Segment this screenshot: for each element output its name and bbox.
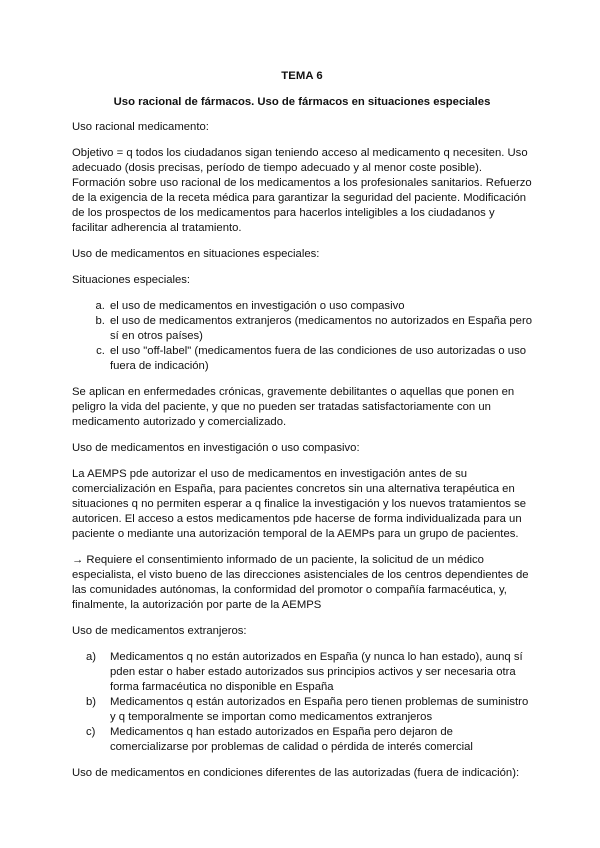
document-subtitle: Uso racional de fármacos. Uso de fármacos en situaciones especiales (113, 96, 491, 108)
list-item: c. el uso "off-label" (medicamentos fuera de las condiciones de uso autorizadas o uso fuera de indicación) (108, 344, 532, 374)
list-item: Medicamentos q no están autorizados en España (y nunca lo han estado), aunq sí pden estar o haber estado autorizados sus principios activos y ser necesaria otra forma farmacéutica no disponible en España (110, 651, 523, 693)
list-item: a. el uso de medicamentos en investigación o uso compasivo (108, 299, 532, 314)
list-item: Medicamentos q están autorizados en España pero tienen problemas de suministro y q temporalmente se importan como medicamentos extranjeros (110, 696, 529, 723)
document-title: TEMA 6 (281, 70, 323, 82)
extranjeros-list (72, 650, 532, 755)
paragraph-requiere: → Requiere el consentimiento informado de un paciente, la solicitud de un médico especialista, el visto bueno de las direcciones asistenciales de los centros dependientes de las comunidades autónomas, la conformidad del promotor o compañía farmacéutica, y, finalmente, la autorización por parte de la AEMPS (72, 554, 529, 611)
heading-uso-racional: Uso racional medicamento: (72, 121, 209, 133)
situaciones-list (72, 299, 532, 374)
heading-situaciones-lista: Situaciones especiales: (72, 274, 191, 286)
heading-extranjeros: Uso de medicamentos extranjeros: (72, 625, 247, 637)
paragraph-aplican: Se aplican en enfermedades crónicas, gravemente debilitantes o aquellas que ponen en peligro la vida del paciente, y que no pueden ser tratadas satisfactoriamente con un medicamento autorizado y comercializado. (72, 386, 515, 428)
heading-investigacion: Uso de medicamentos en investigación o uso compasivo: (72, 442, 360, 454)
heading-fuera-indicacion: Uso de medicamentos en condiciones diferentes de las autorizadas (fuera de indicación): (72, 767, 520, 779)
list-item: b. el uso de medicamentos extranjeros (medicamentos no autorizados en España pero sí en otros países) (108, 314, 532, 344)
paragraph-objetivo: Objetivo = q todos los ciudadanos sigan teniendo acceso al medicamento q necesiten. Uso adecuado (dosis precisas, período de tiempo adecuado y al menor coste posible). Formación sobre uso racional de los medicamentos a los profesionales sanitarios. Refuerzo de la exigencia de la receta médica para garantizar la seguridad del paciente. Modificación de los prospectos de los medicamentos para hacerlos inteligibles a los ciudadanos y facilitar adherencia al tratamiento. (72, 147, 532, 234)
list-item: Medicamentos q han estado autorizados en España pero dejaron de comercializarse por problemas de calidad o pérdida de interés comercial (110, 726, 473, 753)
heading-situaciones-especiales: Uso de medicamentos en situaciones especiales: (72, 248, 320, 260)
paragraph-aemps: La AEMPS pde autorizar el uso de medicamentos en investigación antes de su comercialización en España, para pacientes concretos sin una alternativa terapéutica en situaciones q no permiten esperar a q finalice la investigación y los nuevos tratamientos se autoricen. El acceso a estos medicamentos pde hacerse de forma individualizada para un paciente o mediante una autorización temporal de la AEMPs para un grupo de pacientes. (72, 468, 527, 540)
document-page (72, 70, 532, 792)
